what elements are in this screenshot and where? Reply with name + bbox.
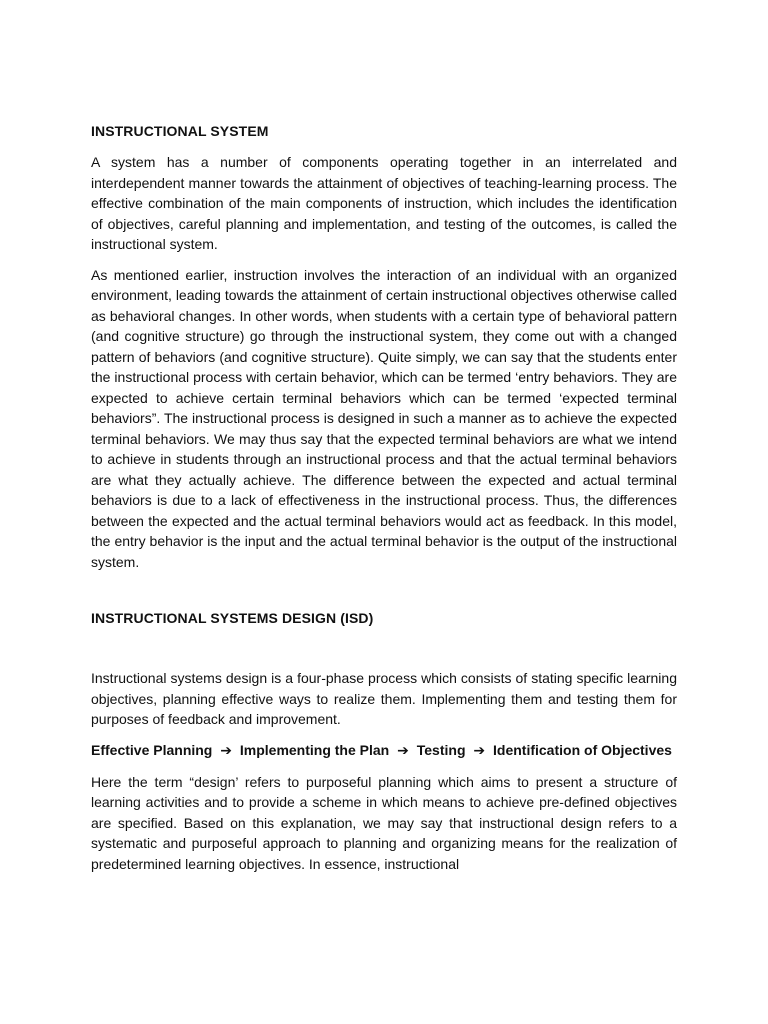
arrow-right-icon: ➔: [473, 742, 486, 759]
process-flow: [91, 740, 677, 762]
page-content: [91, 121, 677, 874]
flow-step-implementing-plan: Implementing the Plan: [239, 741, 390, 758]
paragraph-design-definition: Here the term “design’ refers to purposeful planning which aims to present a structure of learning activities and to provide a scheme in which means to achieve pre-defined objectives are specified. Based on this explanation, we may say that instructional design refers to a systematic and purposeful approach to planning and organizing means for the realization of predetermined learning objectives. In essence, instructional: [91, 773, 677, 872]
paragraph-system-definition: A system has a number of components operating together in an interrelated and interdependent manner towards the attainment of objectives of teaching-learning process. The effective combination of the main components of instruction, which includes the identification of objectives, careful planning and implementation, and testing of the outcomes, is called the instructional system.: [91, 154, 677, 252]
flow-step-identification-objectives: Identification of Objectives: [493, 741, 672, 758]
arrow-right-icon: ➔: [220, 742, 232, 759]
paragraph-entry-terminal-behaviors: As mentioned earlier, instruction involves the interaction of an individual with an organized environment, leading towards the attainment of certain instructional objectives otherwise called as behavioral changes. In other words, when students with a certain type of behavioral pattern (and cognitive structure) go through the instructional system, they come out with a changed pattern of behaviors (and cognitive structure). Quite simply, we can say that the students enter the instructional process with certain behavior, which can be termed ‘entry behaviors. They are expected to achieve certain terminal behaviors which can be termed ‘expected terminal behaviors”. The instructional process is designed in such a manner as to achieve the expected terminal behaviors. We may thus say that the expected terminal behaviors are what we intend to achieve in students through an instructional process and that the actual terminal behaviors are what they actually achieve. The difference between the expected and actual terminal behaviors is due to a lack of effectiveness in the instructional process. Thus, the differences between the expected and the actual terminal behaviors would act as feedback. In this model, the entry behavior is the input and the actual terminal behavior is the output of the instructional system.: [91, 266, 677, 570]
flow-step-effective-planning: Effective Planning: [91, 741, 213, 758]
section-heading-instructional-system: INSTRUCTIONAL SYSTEM: [91, 123, 269, 139]
paragraph-isd-intro: Instructional systems design is a four-phase process which consists of stating specific learning objectives, planning effective ways to realize them. Implementing them and testing them for purposes of feedback and improvement.: [91, 670, 677, 727]
arrow-right-icon: ➔: [397, 742, 409, 759]
flow-step-testing: Testing: [416, 741, 466, 758]
section-heading-isd: INSTRUCTIONAL SYSTEMS DESIGN (ISD): [91, 610, 374, 626]
